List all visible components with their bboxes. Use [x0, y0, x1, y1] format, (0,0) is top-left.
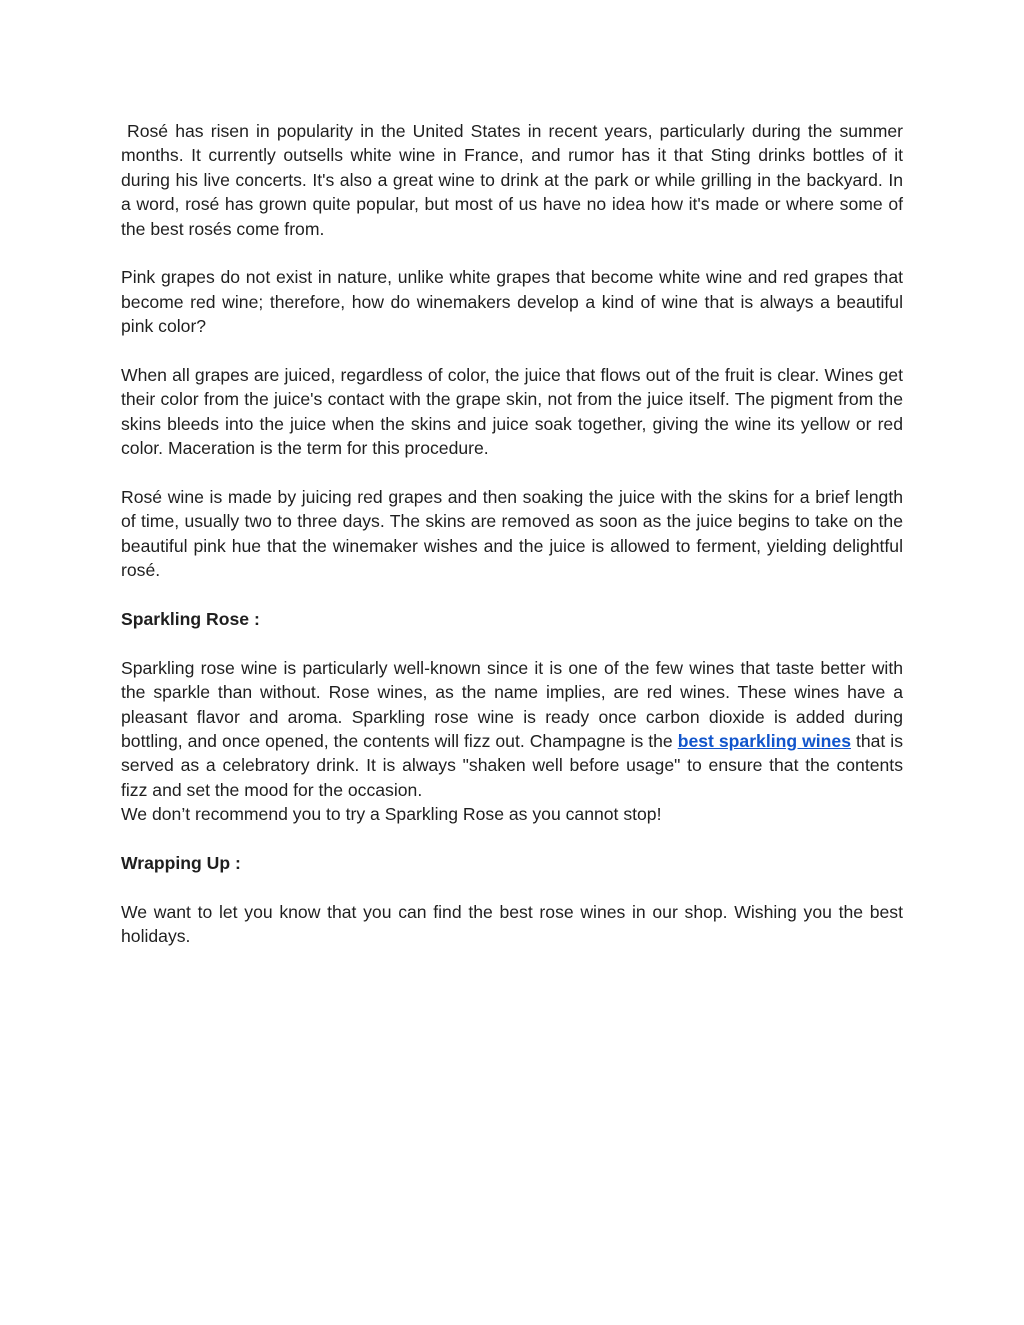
paragraph-rose-making: Rosé wine is made by juicing red grapes and then soaking the juice with the skins for a brief length of time, usually two to three days. The skins are removed as soon as the juice begins to take on the beautiful pink hue that the winemaker wishes and the juice is allowed to ferment, yielding delightful rosé.: [121, 487, 903, 581]
paragraph-sparkling-rose: [121, 656, 903, 802]
heading-wrapping-up: Wrapping Up :: [121, 853, 241, 874]
best-sparkling-wines-link[interactable]: best sparkling wines: [677, 731, 851, 752]
document-page: [121, 119, 903, 973]
paragraph-pink-grapes: Pink grapes do not exist in nature, unlike white grapes that become white wine and red grapes that become red wine; therefore, how do winemakers develop a kind of wine that is always a beautiful pink color?: [121, 267, 903, 337]
paragraph-sparkling-closing: We don’t recommend you to try a Sparkling Rose as you cannot stop!: [121, 804, 662, 825]
sparkling-text-after-link: that is served as a celebratory drink. It is always "shaken well before usage" to ensure that the contents fizz and set the mood for the occasion.: [121, 731, 904, 800]
heading-sparkling-rose: Sparkling Rose :: [121, 609, 260, 630]
paragraph-intro: Rosé has risen in popularity in the United States in recent years, particularly during the summer months. It currently outsells white wine in France, and rumor has it that Sting drinks bottles of it during his live concerts. It's also a great wine to drink at the park or while grilling in the backyard. In a word, rosé has grown quite popular, but most of us have no idea how it's made or where some of the best rosés come from.: [121, 121, 903, 239]
paragraph-wrapping-up: We want to let you know that you can find the best rose wines in our shop. Wishing you the best holidays.: [121, 901, 903, 947]
paragraph-juice-color: When all grapes are juiced, regardless of color, the juice that flows out of the fruit is clear. Wines get their color from the juice's contact with the grape skin, not from the juice itself. The pigment from the skins bleeds into the juice when the skins and juice soak together, giving the wine its yellow or red color. Maceration is the term for this procedure.: [121, 365, 903, 459]
sparkling-text-before-link: Sparkling rose wine is particularly well-known since it is one of the few wines that taste better with the sparkle than without. Rose wines, as the name implies, are red wines. These wines have a pleasant flavor and aroma. Sparkling rose wine is ready once carbon dioxide is added during bottling, and once opened, the contents will fizz out. Champagne is the: [121, 657, 903, 752]
